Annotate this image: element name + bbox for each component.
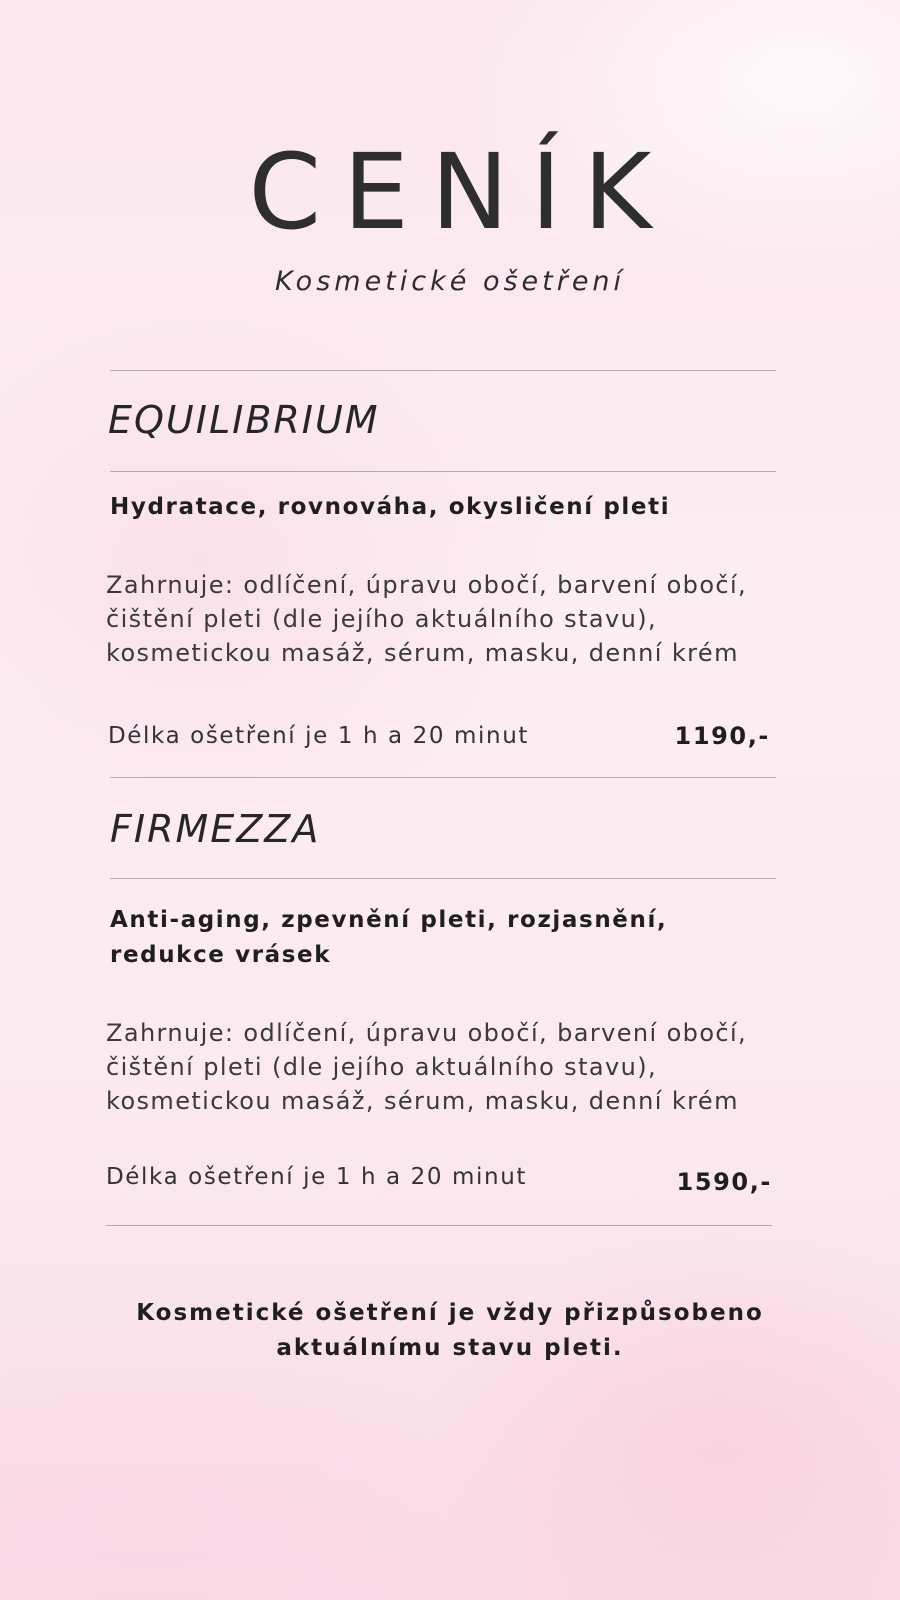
- divider: [106, 1225, 772, 1226]
- description-line: kosmetickou masáž, sérum, masku, denní krém: [106, 639, 739, 667]
- treatment-description: [106, 1016, 786, 1118]
- treatment-tagline: [110, 903, 730, 973]
- footer-note-line: aktuálnímu stavu pleti.: [276, 1335, 624, 1361]
- treatment-name: FIRMEZZA: [110, 807, 321, 851]
- treatment-duration: Délka ošetření je 1 h a 20 minut: [106, 1164, 528, 1190]
- treatment-tagline: Hydratace, rovnováha, okysličení pleti: [110, 494, 671, 520]
- tagline-line: redukce vrásek: [110, 942, 332, 968]
- footer-note: [0, 1296, 900, 1366]
- divider: [110, 777, 776, 778]
- description-line: Zahrnuje: odlíčení, úpravu obočí, barvení obočí,: [106, 571, 748, 599]
- treatment-price: 1190,-: [674, 722, 770, 750]
- divider: [110, 471, 776, 472]
- footer-note-line: Kosmetické ošetření je vždy přizpůsobeno: [136, 1300, 764, 1326]
- treatment-price: 1590,-: [676, 1168, 772, 1196]
- page-title: CENÍK: [248, 131, 674, 253]
- description-line: Zahrnuje: odlíčení, úpravu obočí, barvení obočí,: [106, 1019, 748, 1047]
- treatment-name: EQUILIBRIUM: [108, 398, 380, 442]
- tagline-line: Anti-aging, zpevnění pleti, rozjasnění,: [110, 907, 668, 933]
- description-line: kosmetickou masáž, sérum, masku, denní krém: [106, 1087, 739, 1115]
- description-line: čištění pleti (dle jejího aktuálního stavu),: [106, 1053, 658, 1081]
- description-line: čištění pleti (dle jejího aktuálního stavu),: [106, 605, 658, 633]
- divider: [110, 370, 776, 371]
- page-subtitle: Kosmetické ošetření: [274, 266, 626, 297]
- treatment-duration: Délka ošetření je 1 h a 20 minut: [108, 723, 530, 749]
- treatment-description: [106, 568, 786, 670]
- divider: [110, 878, 776, 879]
